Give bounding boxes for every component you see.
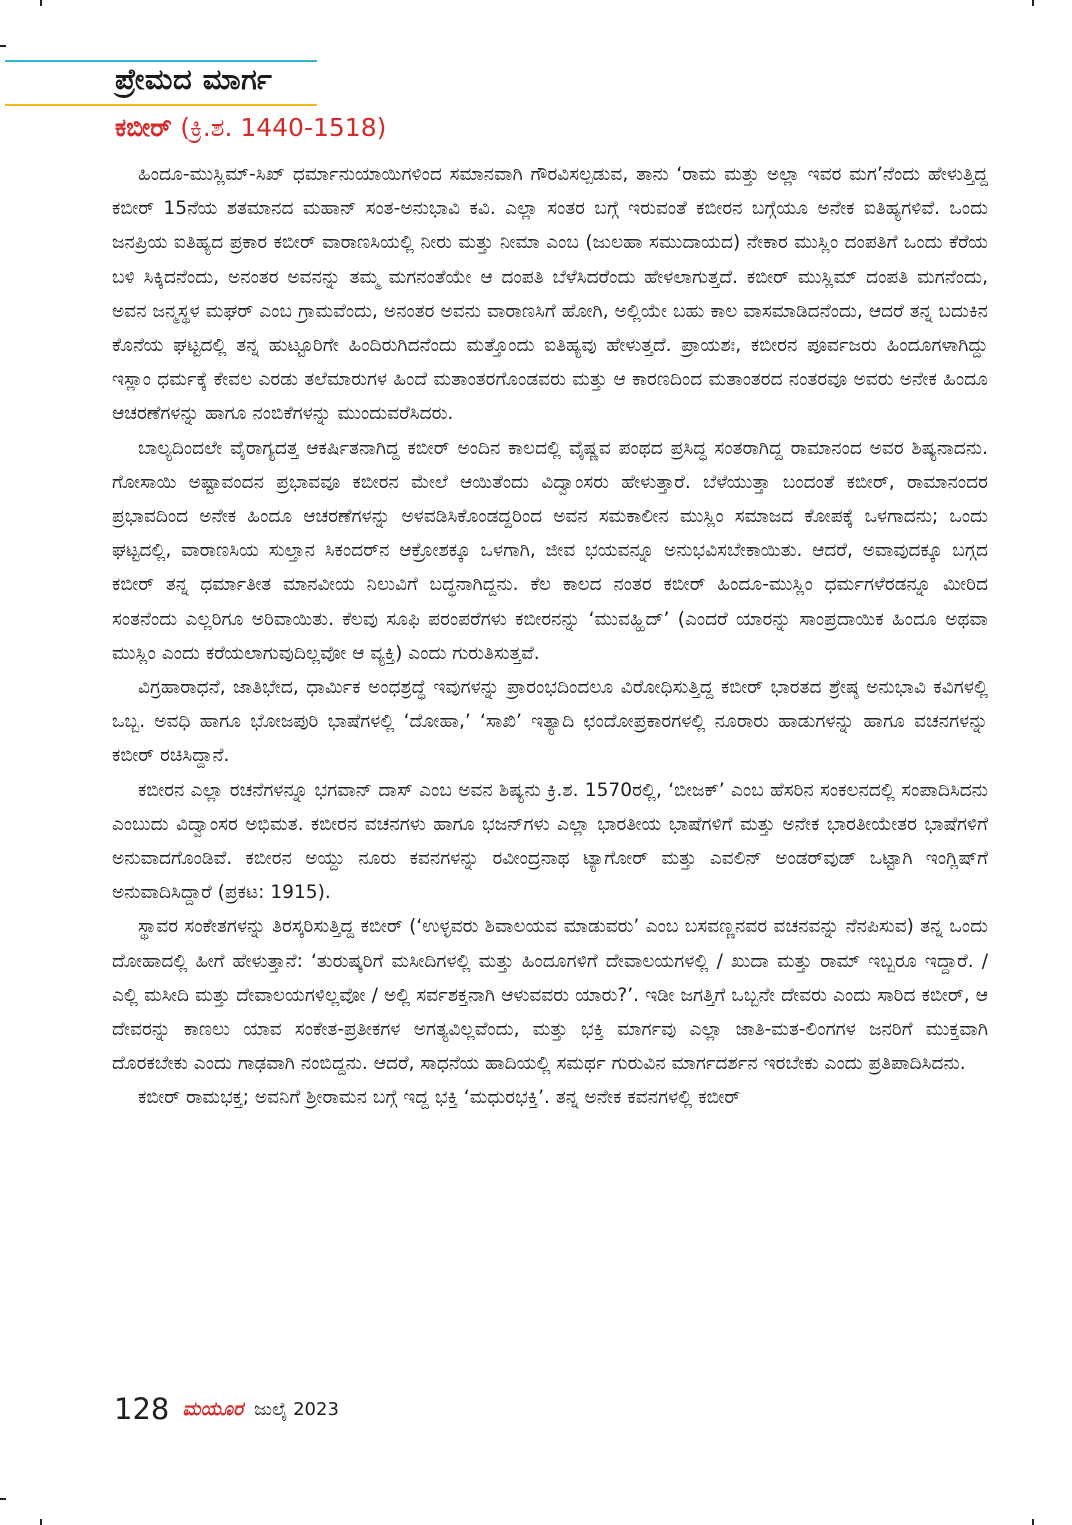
paragraph: ಕಬೀರ್ ರಾಮಭಕ್ತ; ಅವನಿಗೆ ಶ್ರೀರಾಮನ ಬಗ್ಗೆ ಇದ್ದ ಭಕ್ತಿ ‘ಮಧುರಭಕ್ತಿ’. ತನ್ನ ಅನೇಕ ಕವನಗಳಲ್ಲಿ ಕಬೀರ್ <box>138 1087 741 1109</box>
title-rule-bottom <box>5 104 317 106</box>
magazine-logo: ಮಯೂರ <box>182 1398 244 1420</box>
paragraph: ಸ್ಥಾವರ ಸಂಕೇತಗಳನ್ನು ತಿರಸ್ಕರಿಸುತ್ತಿದ್ದ ಕಬೀರ್ (‘ಉಳ್ಳವರು ಶಿವಾಲಯವ ಮಾಡುವರು’ ಎಂಬ ಬಸವಣ್ಣನವರ ವಚನವನ್ನು ನೆನಪಿಸುವ) ತನ್ನ ಒಂದು ದೋಹಾದಲ್ಲಿ ಹೀಗೆ ಹೇಳುತ್ತಾನೆ: ‘ತುರುಷ್ಕರಿಗೆ ಮಸೀದಿಗಳಲ್ಲಿ ಮತ್ತು ಹಿಂದೂಗಳಿಗೆ ದೇವಾಲಯಗಳಲ್ಲಿ / ಖುದಾ ಮತ್ತು ರಾಮ್ ಇಬ್ಬರೂ ಇದ್ದಾರೆ. / ಎಲ್ಲಿ ಮಸೀದಿ ಮತ್ತು ದೇವಾಲಯಗಳಿಲ್ಲವೋ / ಅಲ್ಲಿ ಸರ್ವಶಕ್ತನಾಗಿ ಆಳುವವರು ಯಾರು?’. ಇಡೀ ಜಗತ್ತಿಗೆ ಒಬ್ಬನೇ ದೇವರು ಎಂದು ಸಾರಿದ ಕಬೀರ್, ಆ ದೇವರನ್ನು ಕಾಣಲು ಯಾವ ಸಂಕೇತ-ಪ್ರತೀಕಗಳ ಅಗತ್ಯವಿಲ್ಲವೆಂದು, ಮತ್ತು ಭಕ್ತಿ ಮಾರ್ಗವು ಎಲ್ಲಾ ಜಾತಿ-ಮತ-ಲಿಂಗಗಳ ಜನರಿಗೆ ಮುಕ್ತವಾಗಿ ದೊರಕಬೇಕು ಎಂದು ಗಾಢವಾಗಿ ನಂಬಿದ್ದನು. ಆದರೆ, ಸಾಧನೆಯ ಹಾದಿಯಲ್ಲಿ ಸಮರ್ಥ ಗುರುವಿನ ಮಾರ್ಗದರ್ಶನ ಇರಬೇಕು ಎಂದು ಪ್ರತಿಪಾದಿಸಿದನು. <box>112 916 988 1075</box>
crop-mark <box>0 1498 6 1500</box>
article-body <box>112 158 988 1116</box>
page-footer <box>114 1392 339 1426</box>
crop-mark <box>40 1519 42 1525</box>
page-number: 128 <box>114 1392 170 1426</box>
author-name: ಕಬೀರ್ <box>115 113 172 142</box>
paragraph: ವಿಗ್ರಹಾರಾಧನೆ, ಜಾತಿಭೇದ, ಧಾರ್ಮಿಕ ಅಂಧಶ್ರದ್ಧೆ ಇವುಗಳನ್ನು ಪ್ರಾರಂಭದಿಂದಲೂ ವಿರೋಧಿಸುತ್ತಿದ್ದ ಕಬೀರ್ ಭಾರತದ ಶ್ರೇಷ್ಠ ಅನುಭಾವಿ ಕವಿಗಳಲ್ಲಿ ಒಬ್ಬ. ಅವಧಿ ಹಾಗೂ ಭೋಜಪುರಿ ಭಾಷೆಗಳಲ್ಲಿ ‘ದೋಹಾ,’ ‘ಸಾಖಿ’ ಇತ್ಯಾದಿ ಛಂದೋಪ್ರಕಾರಗಳಲ್ಲಿ ನೂರಾರು ಹಾಡುಗಳನ್ನು ಹಾಗೂ ವಚನಗಳನ್ನು ಕಬೀರ್ ರಚಿಸಿದ್ದಾನೆ. <box>112 677 988 767</box>
crop-mark <box>1032 0 1034 6</box>
paragraph: ಕಬೀರನ ಎಲ್ಲಾ ರಚನೆಗಳನ್ನೂ ಭಗವಾನ್ ದಾಸ್ ಎಂಬ ಅವನ ಶಿಷ್ಯನು ಕ್ರಿ.ಶ. 1570ರಲ್ಲಿ, ‘ಬೀಜಕ್’ ಎಂಬ ಹೆಸರಿನ ಸಂಕಲನದಲ್ಲಿ ಸಂಪಾದಿಸಿದನು ಎಂಬುದು ವಿದ್ವಾಂಸರ ಅಭಿಮತ. ಕಬೀರನ ವಚನಗಳು ಹಾಗೂ ಭಜನ್‌ಗಳು ಎಲ್ಲಾ ಭಾರತೀಯ ಭಾಷೆಗಳಿಗೆ ಮತ್ತು ಅನೇಕ ಭಾರತೀಯೇತರ ಭಾಷೆಗಳಿಗೆ ಅನುವಾದಗೊಂಡಿವೆ. ಕಬೀರನ ಅಯ್ದು ನೂರು ಕವನಗಳನ್ನು ರವೀಂದ್ರನಾಥ ಟ್ಯಾಗೋರ್ ಮತ್ತು ಎವಲಿನ್ ಅಂಡರ್‌ವುಡ್ ಒಟ್ಟಾಗಿ ಇಂಗ್ಲಿಷ್‌ಗೆ ಅನುವಾದಿಸಿದ್ದಾರೆ (ಪ್ರಕಟ: 1915). <box>112 779 988 904</box>
paragraph: ಬಾಲ್ಯದಿಂದಲೇ ವೈರಾಗ್ಯದತ್ತ ಆಕರ್ಷಿತನಾಗಿದ್ದ ಕಬೀರ್ ಅಂದಿನ ಕಾಲದಲ್ಲಿ ವೈಷ್ಣವ ಪಂಥದ ಪ್ರಸಿದ್ಧ ಸಂತರಾಗಿದ್ದ ರಾಮಾನಂದ ಅವರ ಶಿಷ್ಯನಾದನು. ಗೋಸಾಯಿ ಅಷ್ಟಾವಂದನ ಪ್ರಭಾವವೂ ಕಬೀರನ ಮೇಲೆ ಆಯಿತೆಂದು ವಿದ್ವಾಂಸರು ಹೇಳುತ್ತಾರೆ. ಬೆಳೆಯುತ್ತಾ ಬಂದಂತೆ ಕಬೀರ್, ರಾಮಾನಂದರ ಪ್ರಭಾವದಿಂದ ಅನೇಕ ಹಿಂದೂ ಆಚರಣೆಗಳನ್ನು ಅಳವಡಿಸಿಕೊಂಡದ್ದರಿಂದ ಅವನ ಸಮಕಾಲೀನ ಮುಸ್ಲಿಂ ಸಮಾಜದ ಕೋಪಕ್ಕೆ ಒಳಗಾದನು; ಒಂದು ಘಟ್ಟದಲ್ಲಿ, ವಾರಾಣಸಿಯ ಸುಲ್ತಾನ ಸಿಕಂದರ್‌ನ ಆಕ್ರೋಶಕ್ಕೂ ಒಳಗಾಗಿ, ಜೀವ ಭಯವನ್ನೂ ಅನುಭವಿಸಬೇಕಾಯಿತು. ಆದರೆ, ಅವಾವುದಕ್ಕೂ ಬಗ್ಗದ ಕಬೀರ್ ತನ್ನ ಧರ್ಮಾತೀತ ಮಾನವೀಯ ನಿಲುವಿಗೆ ಬದ್ಧನಾಗಿದ್ದನು. ಕೆಲ ಕಾಲದ ನಂತರ ಕಬೀರ್ ಹಿಂದೂ-ಮುಸ್ಲಿಂ ಧರ್ಮಗಳೆರಡನ್ನೂ ಮೀರಿದ ಸಂತನೆಂದು ಎಲ್ಲರಿಗೂ ಅರಿವಾಯಿತು. ಕೆಲವು ಸೂಫಿ ಪರಂಪರೆಗಳು ಕಬೀರನನ್ನು ‘ಮುವಹ್ಹಿದ್’ (ಎಂದರೆ ಯಾರನ್ನು ಸಾಂಪ್ರದಾಯಿಕ ಹಿಂದೂ ಅಥವಾ ಮುಸ್ಲಿಂ ಎಂದು ಕರೆಯಲಾಗುವುದಿಲ್ಲವೋ ಆ ವ್ಯಕ್ತಿ) ಎಂದು ಗುರುತಿಸುತ್ತವೆ. <box>112 437 988 664</box>
paragraph: ಹಿಂದೂ-ಮುಸ್ಲಿಮ್-ಸಿಖ್ ಧರ್ಮಾನುಯಾಯಿಗಳಿಂದ ಸಮಾನವಾಗಿ ಗೌರವಿಸಲ್ಪಡುವ, ತಾನು ‘ರಾಮ ಮತ್ತು ಅಲ್ಲಾ ಇವರ ಮಗ’ನೆಂದು ಹೇಳುತ್ತಿದ್ದ ಕಬೀರ್ 15ನೆಯ ಶತಮಾನದ ಮಹಾನ್ ಸಂತ-ಅನುಭಾವಿ ಕವಿ. ಎಲ್ಲಾ ಸಂತರ ಬಗ್ಗೆ ಇರುವಂತೆ ಕಬೀರನ ಬಗ್ಗೆಯೂ ಅನೇಕ ಐತಿಹ್ಯಗಳಿವೆ. ಒಂದು ಜನಪ್ರಿಯ ಐತಿಹ್ಯದ ಪ್ರಕಾರ ಕಬೀರ್ ವಾರಾಣಸಿಯಲ್ಲಿ ನೀರು ಮತ್ತು ನೀಮಾ ಎಂಬ (ಜುಲಹಾ ಸಮುದಾಯದ) ನೇಕಾರ ಮುಸ್ಲಿಂ ದಂಪತಿಗೆ ಒಂದು ಕೆರೆಯ ಬಳಿ ಸಿಕ್ಕಿದನೆಂದು, ಅನಂತರ ಅವನನ್ನು ತಮ್ಮ ಮಗನಂತೆಯೇ ಆ ದಂಪತಿ ಬೆಳೆಸಿದರೆಂದು ಹೇಳಲಾಗುತ್ತದೆ. ಕಬೀರ್ ಮುಸ್ಲಿಮ್ ದಂಪತಿ ಮಗನೆಂದು, ಅವನ ಜನ್ಮಸ್ಥಳ ಮಘರ್ ಎಂಬ ಗ್ರಾಮವೆಂದು, ಅನಂತರ ಅವನು ವಾರಾಣಸಿಗೆ ಹೋಗಿ, ಅಲ್ಲಿಯೇ ಬಹು ಕಾಲ ವಾಸಮಾಡಿದನೆಂದು, ಆದರೆ ತನ್ನ ಬದುಕಿನ ಕೊನೆಯ ಘಟ್ಟದಲ್ಲಿ ತನ್ನ ಹುಟ್ಟೂರಿಗೇ ಹಿಂದಿರುಗಿದನೆಂದು ಮತ್ತೊಂದು ಐತಿಹ್ಯವು ಹೇಳುತ್ತದೆ. ಪ್ರಾಯಶಃ, ಕಬೀರನ ಪೂರ್ವಜರು ಹಿಂದೂಗಳಾಗಿದ್ದು ಇಸ್ಲಾಂ ಧರ್ಮಕ್ಕೆ ಕೇವಲ ಎರಡು ತಲೆಮಾರುಗಳ ಹಿಂದೆ ಮತಾಂತರಗೊಂಡವರು ಮತ್ತು ಆ ಕಾರಣದಿಂದ ಮತಾಂತರದ ನಂತರವೂ ಅವರು ಅನೇಕ ಹಿಂದೂ ಆಚರಣೆಗಳನ್ನು ಹಾಗೂ ನಂಬಿಕೆಗಳನ್ನು ಮುಂದುವರೆಸಿದರು. <box>112 164 988 425</box>
author-byline <box>115 113 386 143</box>
crop-mark <box>40 0 42 6</box>
issue-date: ಜುಲೈ 2023 <box>254 1398 339 1420</box>
crop-mark <box>0 45 6 47</box>
author-dates: (ಕ್ರಿ.ಶ. 1440-1518) <box>180 113 387 142</box>
crop-mark <box>1032 1519 1034 1525</box>
section-title: ಪ್ರೇಮದ ಮಾರ್ಗ <box>115 62 273 96</box>
